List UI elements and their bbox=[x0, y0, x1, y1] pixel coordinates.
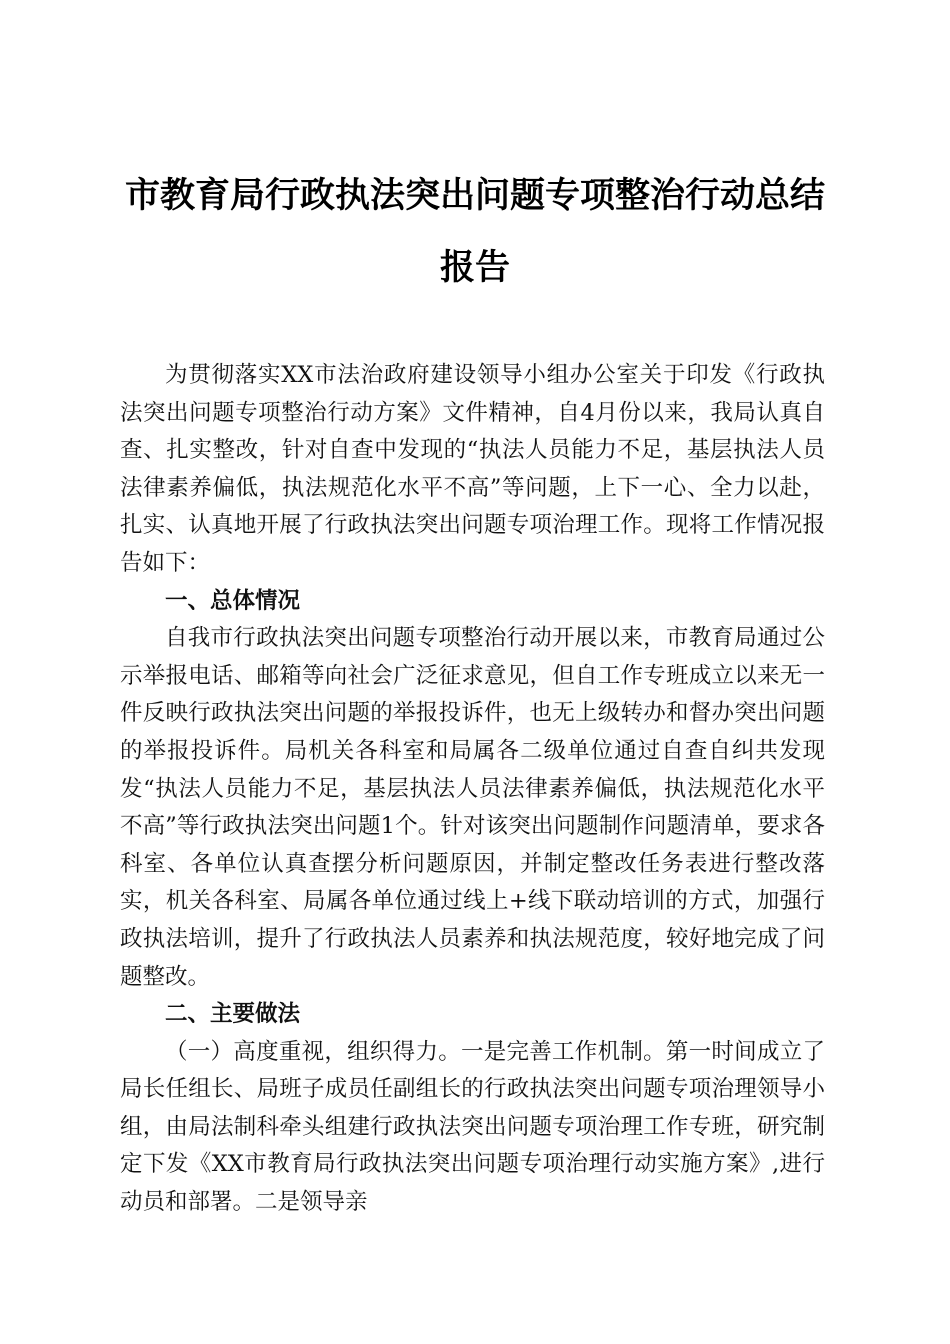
section-2-heading: 二、主要做法 bbox=[165, 1001, 301, 1028]
section-1-heading: 一、总体情况 bbox=[165, 587, 301, 614]
document-title-line-2: 报告 bbox=[439, 247, 510, 288]
section-2-paragraph: （一）高度重视，组织得力。一是完善工作机制。第一时间成立了局长任组长、局班子成员任副组长的行政执法突出问题专项治理领导小组，由局法制科牵头组建行政执法突出问题专项治理工作专班，研究制定下发《XX市教育局行政执法突出问题专项治理行动实施方案》,进行动员和部署。二是领导亲 bbox=[120, 1038, 825, 1216]
document-title-line-1: 市教育局行政执法突出问题专项整治行动总结 bbox=[124, 175, 825, 216]
document-body bbox=[120, 357, 825, 1222]
section-1-paragraph: 自我市行政执法突出问题专项整治行动开展以来，市教育局通过公示举报电话、邮箱等向社会广泛征求意见，但自工作专班成立以来无一件反映行政执法突出问题的举报投诉件，也无上级转办和督办突出问题的举报投诉件。局机关各科室和局属各二级单位通过自查自纠共发现发“执法人员能力不足，基层执法人员法律素养偏低，执法规范化水平不高”等行政执法突出问题1个。针对该突出问题制作问题清单，要求各科室、各单位认真查摆分析问题原因，并制定整改任务表进行整改落实，机关各科室、局属各单位通过线上+线下联动培训的方式，加强行政执法培训，提升了行政执法人员素养和执法规范度，较好地完成了问题整改。 bbox=[120, 625, 825, 990]
intro-paragraph: 为贯彻落实XX市法治政府建设领导小组办公室关于印发《行政执法突出问题专项整治行动方案》文件精神，自4月份以来，我局认真自查、扎实整改，针对自查中发现的“执法人员能力不足，基层执法人员法律素养偏低，执法规范化水平不高”等问题，上下一心、全力以赴，扎实、认真地开展了行政执法突出问题专项治理工作。现将工作情况报告如下： bbox=[120, 362, 825, 576]
